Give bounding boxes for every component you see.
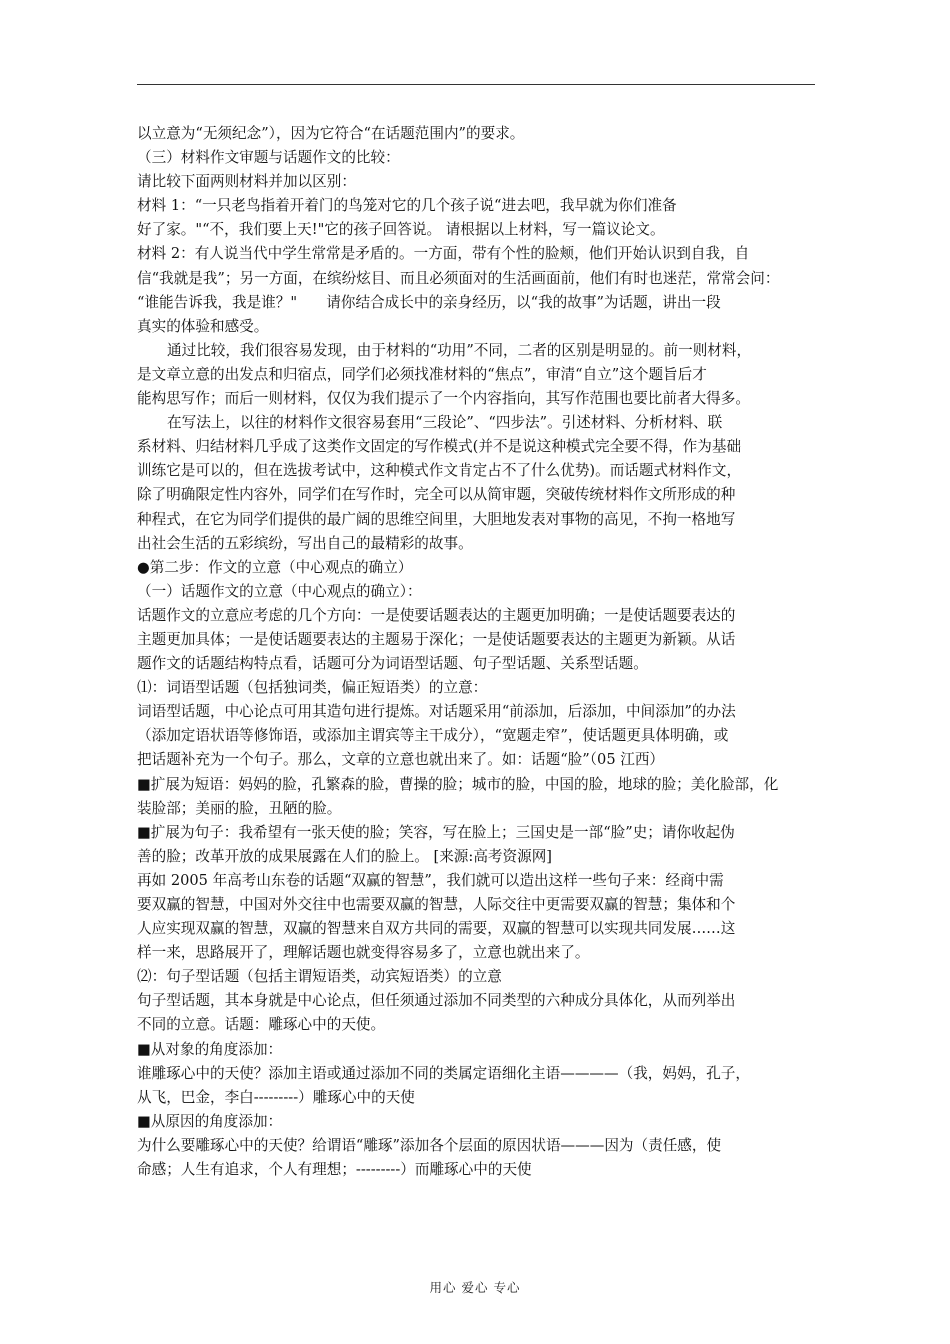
paragraph-line: 种程式，在它为同学们提供的最广阔的思维空间里，大胆地发表对事物的高见，不拘一格地写 — [137, 510, 736, 528]
material-1-line: 材料 1：“一只老鸟指着开着门的鸟笼对它的几个孩子说“进去吧，我早就为你们准备 — [137, 197, 677, 215]
bullet-line: ■从对象的角度添加： — [137, 1040, 283, 1058]
text-line: 请比较下面两则材料并加以区别： — [137, 173, 356, 191]
paragraph-line: 命感；人生有追求，个人有理想；---------）而雕琢心中的天使 — [137, 1161, 532, 1179]
paragraph-line: 通过比较，我们很容易发现，由于材料的“功用”不同，二者的区别是明显的。前一则材料， — [167, 341, 752, 359]
paragraph-line: 主题更加具体；一是使话题要表达的主题易于深化；一是使话题要表达的主题更为新颖。从话 — [137, 630, 736, 648]
step-heading: ●第二步：作文的立意（中心观点的确立） — [137, 558, 413, 576]
page-footer: 用心 爱心 专心 — [429, 1280, 521, 1295]
document-body — [137, 122, 817, 1182]
bullet-line: ■扩展为句子：我希望有一张天使的脸；笑容，写在脸上；三国史是一部“脸”史；请你收起伪 — [137, 823, 735, 841]
bullet-line: 善的脸；改革开放的成果展露在人们的脸上。 [来源:高考资源网] — [137, 847, 552, 865]
paragraph-line: 题作文的话题结构特点看，话题可分为词语型话题、句子型话题、关系型话题。 — [137, 655, 648, 673]
paragraph-line: 不同的立意。话题：雕琢心中的天使。 — [137, 1016, 386, 1034]
paragraph-line: 从飞，巴金，李白---------）雕琢心中的天使 — [137, 1088, 415, 1106]
bullet-line: ■扩展为短语：妈妈的脸，孔繁森的脸，曹操的脸；城市的脸，中国的脸，地球的脸；美化脸部，化 — [137, 775, 779, 793]
paragraph-line: 句子型话题，其本身就是中心论点，但任须通过添加不同类型的六种成分具体化，从而列举出 — [137, 992, 736, 1010]
material-2-line: 信“我就是我”；另一方面，在缤纷炫目、而且必须面对的生活画面前，他们有时也迷茫，常常会问： — [137, 269, 780, 287]
header-rule — [137, 84, 815, 85]
paragraph-line: 谁雕琢心中的天使？添加主语或通过添加不同的类属定语细化主语————（我，妈妈，孔子， — [137, 1064, 750, 1082]
material-1-line: 好了家。"“不，我们要上天!"它的孩子回答说。 请根据以上材料，写一篇议论文。 — [137, 221, 665, 239]
paragraph-line: 人应实现双赢的智慧，双赢的智慧来自双方共同的需要，双赢的智慧可以实现共同发展……这 — [137, 920, 736, 938]
paragraph-line: （添加定语状语等修饰语，或添加主谓宾等主干成分），“宽题走窄”，使话题更具体明确，或 — [137, 727, 729, 745]
material-2-line: “谁能告诉我，我是谁？" 请你结合成长中的亲身经历，以“我的故事”为话题，讲出一段 — [137, 293, 721, 311]
subsection-heading: （一）话题作文的立意（中心观点的确立）： — [137, 582, 422, 600]
paragraph-line: 词语型话题，中心论点可用其造句进行提炼。对话题采用“前添加，后添加，中间添加”的办法 — [137, 703, 736, 721]
item-heading: ⑵：句子型话题（包括主谓短语类，动宾短语类）的立意 — [137, 968, 502, 986]
item-heading: ⑴：词语型话题（包括独词类，偏正短语类）的立意： — [137, 679, 488, 697]
paragraph-line: 话题作文的立意应考虑的几个方向：一是使要话题表达的主题更加明确；一是使话题要表达的 — [137, 606, 736, 624]
paragraph-line: 样一来，思路展开了，理解话题也就变得容易多了，立意也就出来了。 — [137, 944, 590, 962]
section-heading: （三）材料作文审题与话题作文的比较： — [137, 149, 400, 167]
paragraph-line: 除了明确限定性内容外，同学们在写作时，完全可以从简审题，突破传统材料作文所形成的种 — [137, 486, 736, 504]
paragraph-line: 能构思写作；而后一则材料，仅仅为我们提示了一个内容指向，其写作范围也要比前者大得多。 — [137, 390, 750, 408]
paragraph-line: 出社会生活的五彩缤纷，写出自己的最精彩的故事。 — [137, 534, 473, 552]
paragraph-line: 是文章立意的出发点和归宿点，同学们必须找准材料的“焦点”，审清“自立”这个题旨后才 — [137, 365, 707, 383]
paragraph-line: 系材料、归结材料几乎成了这类作文固定的写作模式(并不是说这种模式完全要不得，作为基础 — [137, 438, 742, 456]
material-2-line: 材料 2：有人说当代中学生常常是矛盾的。一方面，带有个性的脸颊，他们开始认识到自我，自 — [137, 245, 750, 263]
bullet-line: ■从原因的角度添加： — [137, 1112, 283, 1130]
paragraph-line: 把话题补充为一个句子。那么，文章的立意也就出来了。如：话题“脸”（05 江西） — [137, 751, 665, 769]
paragraph-line: 训练它是可以的，但在选拔考试中，这种模式作文肯定占不了什么优势)。而话题式材料作文， — [137, 462, 742, 480]
paragraph-line: 为什么要雕琢心中的天使？给谓语“雕琢”添加各个层面的原因状语———因为（责任感，使 — [137, 1136, 722, 1154]
text-line: 以立意为“无须纪念”），因为它符合“在话题范围内”的要求。 — [137, 125, 525, 142]
paragraph-line: 在写法上，以往的材料作文很容易套用“三段论”、“四步法”。引述材料、分析材料、联 — [167, 414, 723, 432]
paragraph-line: 再如 2005 年高考山东卷的话题“双赢的智慧”，我们就可以造出这样一些句子来：经商中需 — [137, 871, 724, 889]
material-2-line: 真实的体验和感受。 — [137, 317, 269, 335]
paragraph-line: 要双赢的智慧，中国对外交往中也需要双赢的智慧，人际交往中更需要双赢的智慧；集体和个 — [137, 896, 736, 913]
bullet-line: 装脸部；美丽的脸，丑陋的脸。 — [137, 799, 342, 817]
